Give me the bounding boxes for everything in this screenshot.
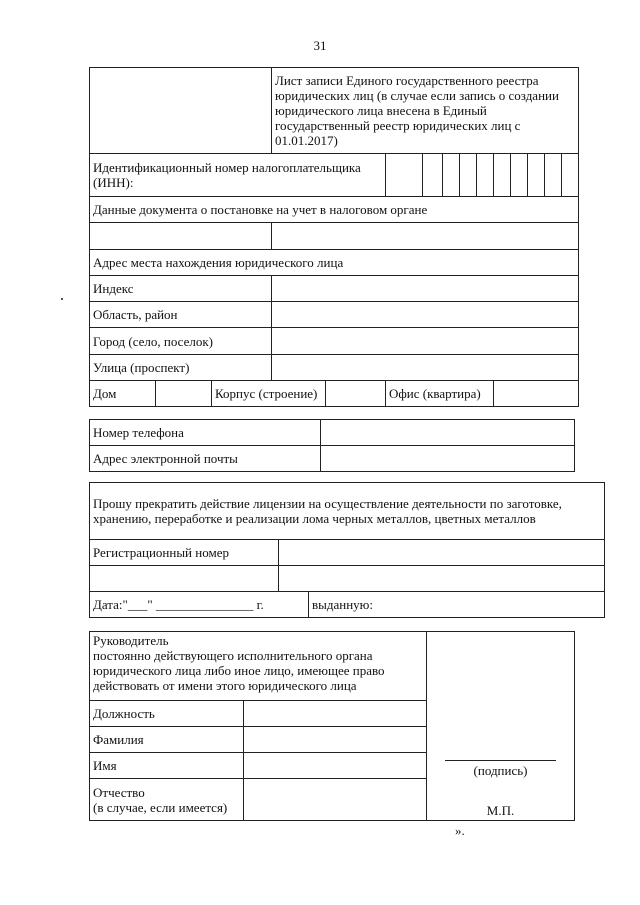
office-field[interactable] xyxy=(494,381,579,407)
street-field[interactable] xyxy=(272,355,579,381)
city-label: Город (село, поселок) xyxy=(90,328,272,355)
issued-field[interactable]: выданную: xyxy=(309,592,605,618)
tax-registration-field[interactable] xyxy=(272,223,579,250)
head-description-cell xyxy=(90,632,427,701)
phone-field[interactable] xyxy=(321,420,575,446)
closing-mark: ». xyxy=(455,823,465,838)
head-table xyxy=(89,631,575,821)
inn-digit-cell[interactable] xyxy=(423,154,443,197)
signature-line xyxy=(445,760,556,761)
inn-digit-cell[interactable] xyxy=(545,154,562,197)
reg-number-extra-cell[interactable] xyxy=(90,566,279,592)
building-field[interactable] xyxy=(326,381,386,407)
house-field[interactable] xyxy=(156,381,212,407)
inn-digit-cell[interactable] xyxy=(443,154,460,197)
patronymic-label: Отчество xyxy=(93,784,145,800)
inn-digit-cell[interactable] xyxy=(562,154,579,197)
signature-caption: (подпись) xyxy=(473,763,528,778)
index-label: Индекс xyxy=(90,276,272,302)
reg-number-label: Регистрационный номер xyxy=(90,540,279,566)
surname-label: Фамилия xyxy=(90,727,244,753)
reg-number-extra-field[interactable] xyxy=(279,566,605,592)
contacts-table xyxy=(89,419,575,472)
inn-digit-cell[interactable] xyxy=(511,154,528,197)
organization-details-table xyxy=(89,67,579,407)
request-text: Прошу прекратить действие лицензии на осуществление деятельности по заготовке, хранению, переработке и реализации лома черных металлов, цветных металлов xyxy=(90,483,605,540)
signature-area[interactable] xyxy=(427,632,575,821)
name-label: Имя xyxy=(90,753,244,779)
position-label: Должность xyxy=(90,701,244,727)
head-title: Руководитель xyxy=(93,633,169,648)
registry-sheet-caption: Лист записи Единого государственного реестра юридических лиц (в случае если запись о создании юридического лица внесена в Единый государственный реестр юридических лиц с 01.01.2017) xyxy=(272,68,579,154)
street-label: Улица (проспект) xyxy=(90,355,272,381)
phone-label: Номер телефона xyxy=(90,420,321,446)
inn-digit-cell[interactable] xyxy=(386,154,423,197)
inn-digit-cell[interactable] xyxy=(460,154,477,197)
seal-label: М.П. xyxy=(486,803,515,818)
inn-digit-cell[interactable] xyxy=(477,154,494,197)
email-label: Адрес электронной почты xyxy=(90,446,321,472)
surname-field[interactable] xyxy=(244,727,427,753)
patronymic-note: (в случае, если имеется) xyxy=(93,799,228,815)
region-label: Область, район xyxy=(90,302,272,328)
head-description: постоянно действующего исполнительного органа юридического лица либо иное лицо, имеющее право действовать от имени этого юридического лица xyxy=(93,648,385,693)
position-field[interactable] xyxy=(244,701,427,727)
reg-number-field[interactable] xyxy=(279,540,605,566)
city-field[interactable] xyxy=(272,328,579,355)
inn-digit-cell[interactable] xyxy=(528,154,545,197)
house-label: Дом xyxy=(90,381,156,407)
date-field[interactable]: Дата:"___" _______________ г. xyxy=(90,592,309,618)
name-field[interactable] xyxy=(244,753,427,779)
stray-mark xyxy=(61,298,63,300)
inn-label: Идентификационный номер налогоплательщика (ИНН): xyxy=(90,154,386,197)
building-label: Корпус (строение) xyxy=(212,381,326,407)
index-field[interactable] xyxy=(272,276,579,302)
tax-registration-field[interactable] xyxy=(90,223,272,250)
inn-digit-cell[interactable] xyxy=(494,154,511,197)
tax-registration-label: Данные документа о постановке на учет в налоговом органе xyxy=(90,197,579,223)
registry-blank-cell[interactable] xyxy=(90,68,272,154)
patronymic-label-cell xyxy=(90,779,244,821)
page-number: 31 xyxy=(313,38,327,53)
address-header: Адрес места нахождения юридического лица xyxy=(90,250,579,276)
license-request-table xyxy=(89,482,605,618)
region-field[interactable] xyxy=(272,302,579,328)
patronymic-field[interactable] xyxy=(244,779,427,821)
office-label: Офис (квартира) xyxy=(386,381,494,407)
email-field[interactable] xyxy=(321,446,575,472)
